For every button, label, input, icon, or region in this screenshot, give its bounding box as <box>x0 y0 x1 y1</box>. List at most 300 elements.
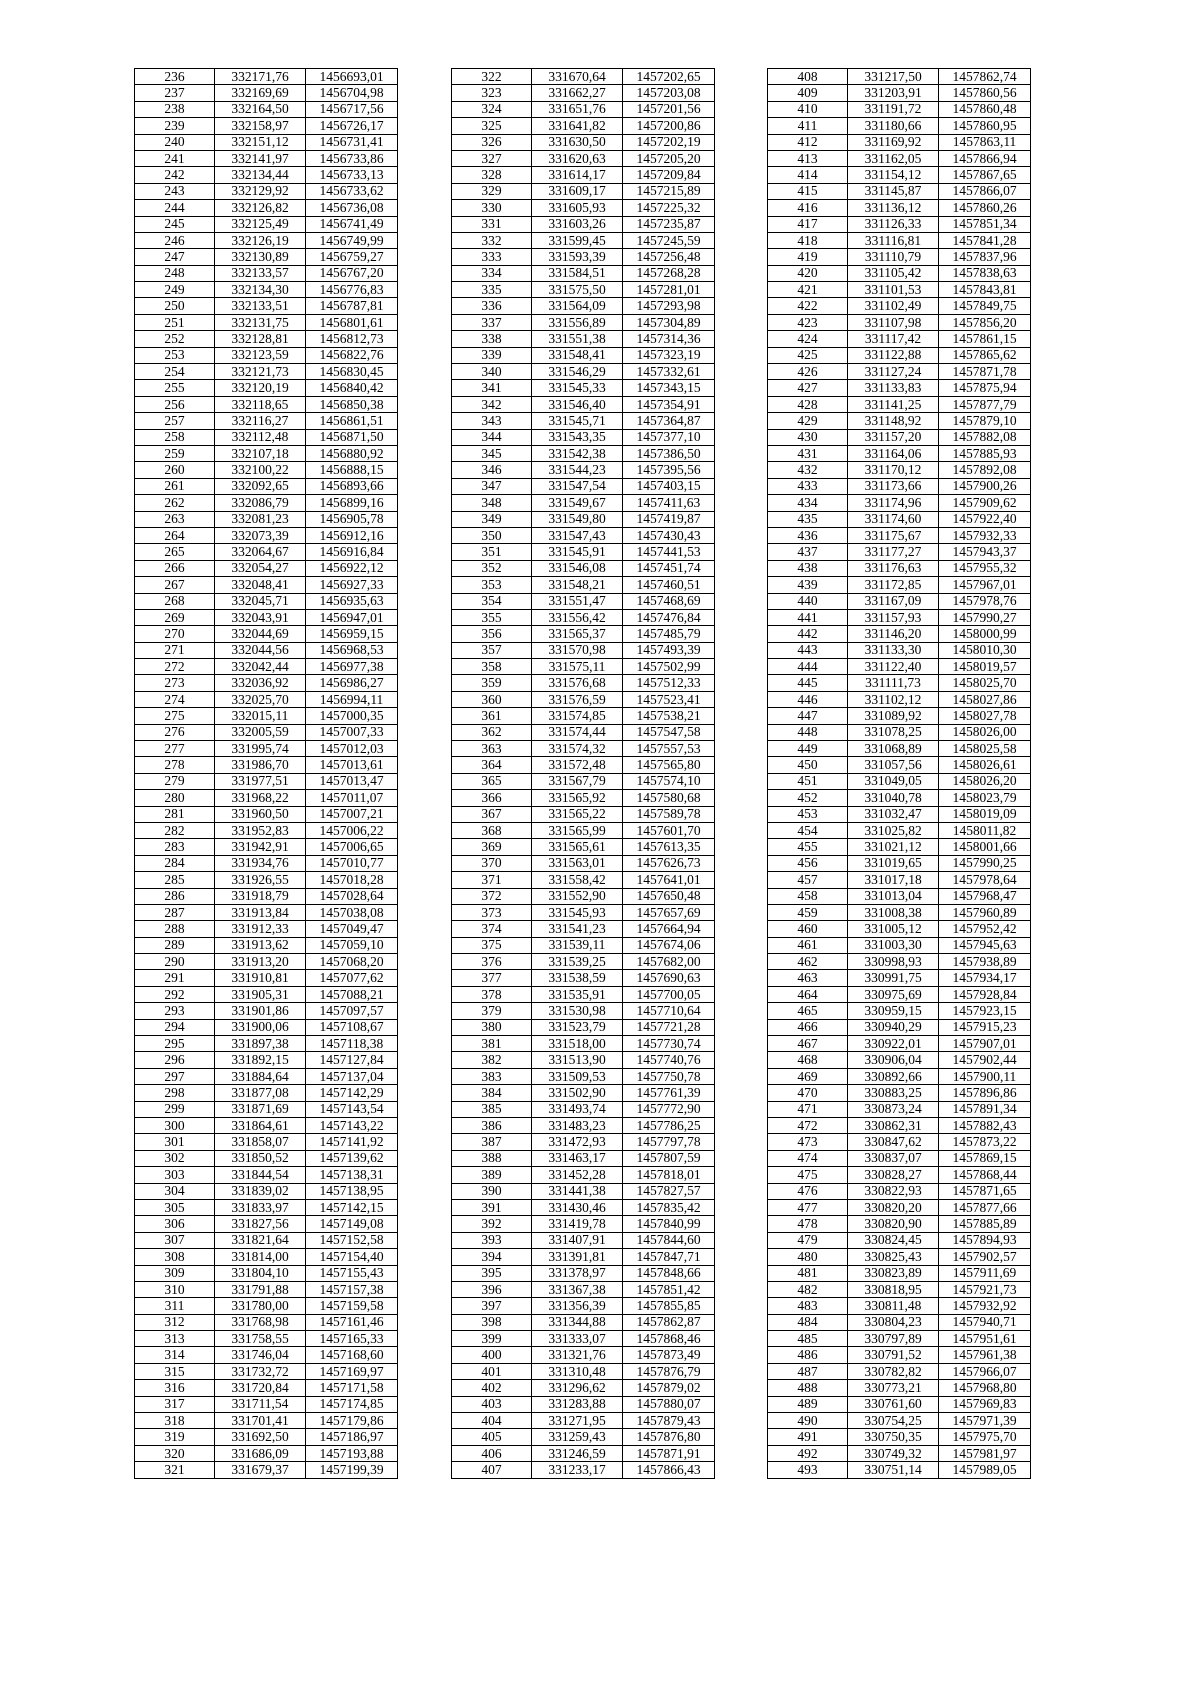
point-number-cell: 264 <box>135 527 215 543</box>
table-row <box>135 609 398 625</box>
x-coordinate-cell: 331546,08 <box>532 560 623 576</box>
table-row <box>768 839 1031 855</box>
point-number-cell: 360 <box>452 691 532 707</box>
table-row <box>452 1298 715 1314</box>
x-coordinate-cell: 331641,82 <box>532 118 623 134</box>
x-coordinate-cell: 331541,23 <box>532 921 623 937</box>
table-row <box>452 1003 715 1019</box>
y-coordinate-cell: 1457690,63 <box>623 970 715 986</box>
table-row <box>452 298 715 314</box>
x-coordinate-cell: 331864,61 <box>215 1118 306 1134</box>
table-row <box>135 1003 398 1019</box>
x-coordinate-cell: 331599,45 <box>532 232 623 248</box>
y-coordinate-cell: 1457010,77 <box>306 855 398 871</box>
y-coordinate-cell: 1457589,78 <box>623 806 715 822</box>
table-row <box>452 773 715 789</box>
y-coordinate-cell: 1457165,33 <box>306 1331 398 1347</box>
y-coordinate-cell: 1456717,56 <box>306 101 398 117</box>
x-coordinate-cell: 331539,11 <box>532 937 623 953</box>
point-number-cell: 324 <box>452 101 532 117</box>
y-coordinate-cell: 1457682,00 <box>623 954 715 970</box>
y-coordinate-cell: 1457879,10 <box>939 413 1031 429</box>
point-number-cell: 365 <box>452 773 532 789</box>
point-number-cell: 251 <box>135 314 215 330</box>
table-row <box>135 773 398 789</box>
table-row <box>452 1232 715 1248</box>
y-coordinate-cell: 1457049,47 <box>306 921 398 937</box>
table-row <box>135 1281 398 1297</box>
y-coordinate-cell: 1457460,51 <box>623 577 715 593</box>
y-coordinate-cell: 1457900,26 <box>939 478 1031 494</box>
point-number-cell: 413 <box>768 150 848 166</box>
table-row <box>452 1314 715 1330</box>
point-number-cell: 342 <box>452 396 532 412</box>
x-coordinate-cell: 332015,11 <box>215 708 306 724</box>
x-coordinate-cell: 330811,48 <box>848 1298 939 1314</box>
table-row <box>452 1462 715 1478</box>
point-number-cell: 260 <box>135 462 215 478</box>
x-coordinate-cell: 331174,96 <box>848 495 939 511</box>
table-row <box>452 1347 715 1363</box>
y-coordinate-cell: 1457882,08 <box>939 429 1031 445</box>
point-number-cell: 470 <box>768 1085 848 1101</box>
point-number-cell: 362 <box>452 724 532 740</box>
point-number-cell: 412 <box>768 134 848 150</box>
x-coordinate-cell: 331367,38 <box>532 1281 623 1297</box>
table-row <box>452 183 715 199</box>
y-coordinate-cell: 1457077,62 <box>306 970 398 986</box>
y-coordinate-cell: 1456840,42 <box>306 380 398 396</box>
x-coordinate-cell: 331952,83 <box>215 822 306 838</box>
table-row <box>452 691 715 707</box>
y-coordinate-cell: 1457547,58 <box>623 724 715 740</box>
point-number-cell: 476 <box>768 1183 848 1199</box>
table-row <box>452 347 715 363</box>
x-coordinate-cell: 332043,91 <box>215 609 306 625</box>
y-coordinate-cell: 1456812,73 <box>306 331 398 347</box>
y-coordinate-cell: 1457068,20 <box>306 954 398 970</box>
table-row <box>768 675 1031 691</box>
x-coordinate-cell: 331136,12 <box>848 200 939 216</box>
y-coordinate-cell: 1457007,33 <box>306 724 398 740</box>
x-coordinate-cell: 331548,41 <box>532 347 623 363</box>
x-coordinate-cell: 331049,05 <box>848 773 939 789</box>
x-coordinate-cell: 330782,82 <box>848 1363 939 1379</box>
point-number-cell: 259 <box>135 445 215 461</box>
table-row <box>452 1134 715 1150</box>
x-coordinate-cell: 331344,88 <box>532 1314 623 1330</box>
point-number-cell: 381 <box>452 1036 532 1052</box>
y-coordinate-cell: 1457038,08 <box>306 904 398 920</box>
y-coordinate-cell: 1457797,78 <box>623 1134 715 1150</box>
x-coordinate-cell: 331180,66 <box>848 118 939 134</box>
point-number-cell: 478 <box>768 1216 848 1232</box>
point-number-cell: 455 <box>768 839 848 855</box>
x-coordinate-cell: 332126,82 <box>215 200 306 216</box>
y-coordinate-cell: 1457006,65 <box>306 839 398 855</box>
y-coordinate-cell: 1457865,62 <box>939 347 1031 363</box>
point-number-cell: 485 <box>768 1331 848 1347</box>
point-number-cell: 332 <box>452 232 532 248</box>
x-coordinate-cell: 331333,07 <box>532 1331 623 1347</box>
table-row <box>452 904 715 920</box>
point-number-cell: 474 <box>768 1150 848 1166</box>
y-coordinate-cell: 1457902,57 <box>939 1249 1031 1265</box>
point-number-cell: 333 <box>452 249 532 265</box>
point-number-cell: 344 <box>452 429 532 445</box>
point-number-cell: 491 <box>768 1429 848 1445</box>
table-row <box>135 216 398 232</box>
point-number-cell: 382 <box>452 1052 532 1068</box>
table-row <box>768 1118 1031 1134</box>
x-coordinate-cell: 331918,79 <box>215 888 306 904</box>
point-number-cell: 363 <box>452 741 532 757</box>
table-row <box>768 495 1031 511</box>
table-row <box>135 626 398 642</box>
table-row <box>768 872 1031 888</box>
table-row <box>768 101 1031 117</box>
point-number-cell: 465 <box>768 1003 848 1019</box>
y-coordinate-cell: 1458026,20 <box>939 773 1031 789</box>
y-coordinate-cell: 1457873,49 <box>623 1347 715 1363</box>
x-coordinate-cell: 331019,65 <box>848 855 939 871</box>
x-coordinate-cell: 331102,49 <box>848 298 939 314</box>
x-coordinate-cell: 330773,21 <box>848 1380 939 1396</box>
y-coordinate-cell: 1457868,46 <box>623 1331 715 1347</box>
x-coordinate-cell: 331452,28 <box>532 1167 623 1183</box>
y-coordinate-cell: 1457193,88 <box>306 1445 398 1461</box>
x-coordinate-cell: 332121,73 <box>215 364 306 380</box>
point-number-cell: 275 <box>135 708 215 724</box>
x-coordinate-cell: 331110,79 <box>848 249 939 265</box>
point-number-cell: 354 <box>452 593 532 609</box>
table-row <box>452 872 715 888</box>
table-row <box>768 921 1031 937</box>
x-coordinate-cell: 331546,40 <box>532 396 623 412</box>
x-coordinate-cell: 331296,62 <box>532 1380 623 1396</box>
x-coordinate-cell: 331057,56 <box>848 757 939 773</box>
y-coordinate-cell: 1457138,31 <box>306 1167 398 1183</box>
x-coordinate-cell: 330797,89 <box>848 1331 939 1347</box>
x-coordinate-cell: 331720,84 <box>215 1380 306 1396</box>
x-coordinate-cell: 332125,49 <box>215 216 306 232</box>
table-row <box>452 1281 715 1297</box>
y-coordinate-cell: 1457209,84 <box>623 167 715 183</box>
x-coordinate-cell: 331101,53 <box>848 282 939 298</box>
table-row <box>452 1380 715 1396</box>
point-number-cell: 352 <box>452 560 532 576</box>
x-coordinate-cell: 331711,54 <box>215 1396 306 1412</box>
x-coordinate-cell: 331913,20 <box>215 954 306 970</box>
y-coordinate-cell: 1457657,69 <box>623 904 715 920</box>
point-number-cell: 268 <box>135 593 215 609</box>
y-coordinate-cell: 1456899,16 <box>306 495 398 511</box>
point-number-cell: 429 <box>768 413 848 429</box>
point-number-cell: 288 <box>135 921 215 937</box>
table-row <box>452 1068 715 1084</box>
point-number-cell: 409 <box>768 85 848 101</box>
y-coordinate-cell: 1457143,22 <box>306 1118 398 1134</box>
x-coordinate-cell: 331912,33 <box>215 921 306 937</box>
point-number-cell: 326 <box>452 134 532 150</box>
table-row <box>452 134 715 150</box>
table-row <box>135 872 398 888</box>
point-number-cell: 265 <box>135 544 215 560</box>
point-number-cell: 284 <box>135 855 215 871</box>
y-coordinate-cell: 1457866,43 <box>623 1462 715 1478</box>
point-number-cell: 256 <box>135 396 215 412</box>
y-coordinate-cell: 1457896,86 <box>939 1085 1031 1101</box>
table-row <box>135 1413 398 1429</box>
x-coordinate-cell: 331609,17 <box>532 183 623 199</box>
point-number-cell: 416 <box>768 200 848 216</box>
y-coordinate-cell: 1457664,94 <box>623 921 715 937</box>
table-row <box>452 1118 715 1134</box>
table-row <box>135 478 398 494</box>
point-number-cell: 432 <box>768 462 848 478</box>
y-coordinate-cell: 1457847,71 <box>623 1249 715 1265</box>
table-row <box>768 1396 1031 1412</box>
x-coordinate-cell: 331968,22 <box>215 790 306 806</box>
table-row <box>768 741 1031 757</box>
table-row <box>768 1380 1031 1396</box>
x-coordinate-cell: 331013,04 <box>848 888 939 904</box>
x-coordinate-cell: 331539,25 <box>532 954 623 970</box>
y-coordinate-cell: 1457118,38 <box>306 1036 398 1052</box>
x-coordinate-cell: 331858,07 <box>215 1134 306 1150</box>
table-row <box>768 134 1031 150</box>
point-number-cell: 473 <box>768 1134 848 1150</box>
x-coordinate-cell: 331574,44 <box>532 724 623 740</box>
table-row <box>452 626 715 642</box>
table-row <box>135 1347 398 1363</box>
y-coordinate-cell: 1457557,53 <box>623 741 715 757</box>
point-number-cell: 279 <box>135 773 215 789</box>
y-coordinate-cell: 1457127,84 <box>306 1052 398 1068</box>
x-coordinate-cell: 331780,00 <box>215 1298 306 1314</box>
table-row <box>135 888 398 904</box>
table-row <box>768 544 1031 560</box>
table-row <box>135 642 398 658</box>
point-number-cell: 331 <box>452 216 532 232</box>
table-row <box>452 642 715 658</box>
y-coordinate-cell: 1457876,80 <box>623 1429 715 1445</box>
point-number-cell: 239 <box>135 118 215 134</box>
y-coordinate-cell: 1456736,08 <box>306 200 398 216</box>
point-number-cell: 249 <box>135 282 215 298</box>
y-coordinate-cell: 1457835,42 <box>623 1199 715 1215</box>
table-row <box>135 659 398 675</box>
x-coordinate-cell: 331565,22 <box>532 806 623 822</box>
table-row <box>135 527 398 543</box>
point-number-cell: 405 <box>452 1429 532 1445</box>
x-coordinate-cell: 331556,42 <box>532 609 623 625</box>
y-coordinate-cell: 1457955,32 <box>939 560 1031 576</box>
table-row <box>135 85 398 101</box>
y-coordinate-cell: 1457877,79 <box>939 396 1031 412</box>
point-number-cell: 448 <box>768 724 848 740</box>
table-row <box>768 1429 1031 1445</box>
x-coordinate-cell: 331157,20 <box>848 429 939 445</box>
y-coordinate-cell: 1457989,05 <box>939 1462 1031 1478</box>
x-coordinate-cell: 330750,35 <box>848 1429 939 1445</box>
table-row <box>452 1265 715 1281</box>
x-coordinate-cell: 331102,12 <box>848 691 939 707</box>
x-coordinate-cell: 331551,47 <box>532 593 623 609</box>
table-row <box>452 1396 715 1412</box>
x-coordinate-cell: 331233,17 <box>532 1462 623 1478</box>
x-coordinate-cell: 331502,90 <box>532 1085 623 1101</box>
y-coordinate-cell: 1457786,25 <box>623 1118 715 1134</box>
table-row <box>135 708 398 724</box>
x-coordinate-cell: 330975,69 <box>848 986 939 1002</box>
x-coordinate-cell: 331543,35 <box>532 429 623 445</box>
point-number-cell: 330 <box>452 200 532 216</box>
point-number-cell: 263 <box>135 511 215 527</box>
y-coordinate-cell: 1456959,15 <box>306 626 398 642</box>
table-row <box>452 806 715 822</box>
y-coordinate-cell: 1457149,08 <box>306 1216 398 1232</box>
table-row <box>768 1445 1031 1461</box>
table-row <box>768 1183 1031 1199</box>
table-row <box>452 970 715 986</box>
x-coordinate-cell: 331111,73 <box>848 675 939 691</box>
y-coordinate-cell: 1457860,26 <box>939 200 1031 216</box>
x-coordinate-cell: 332116,27 <box>215 413 306 429</box>
y-coordinate-cell: 1456741,49 <box>306 216 398 232</box>
y-coordinate-cell: 1457951,61 <box>939 1331 1031 1347</box>
table-row <box>135 1036 398 1052</box>
x-coordinate-cell: 330991,75 <box>848 970 939 986</box>
table-row <box>452 1052 715 1068</box>
table-row <box>452 380 715 396</box>
point-number-cell: 316 <box>135 1380 215 1396</box>
y-coordinate-cell: 1456733,13 <box>306 167 398 183</box>
point-number-cell: 433 <box>768 478 848 494</box>
y-coordinate-cell: 1457952,42 <box>939 921 1031 937</box>
y-coordinate-cell: 1458010,30 <box>939 642 1031 658</box>
x-coordinate-cell: 331593,39 <box>532 249 623 265</box>
y-coordinate-cell: 1457574,10 <box>623 773 715 789</box>
table-row <box>135 855 398 871</box>
point-number-cell: 343 <box>452 413 532 429</box>
y-coordinate-cell: 1457013,47 <box>306 773 398 789</box>
point-number-cell: 376 <box>452 954 532 970</box>
x-coordinate-cell: 331169,92 <box>848 134 939 150</box>
x-coordinate-cell: 331901,86 <box>215 1003 306 1019</box>
x-coordinate-cell: 331157,93 <box>848 609 939 625</box>
point-number-cell: 267 <box>135 577 215 593</box>
y-coordinate-cell: 1457879,02 <box>623 1380 715 1396</box>
x-coordinate-cell: 331574,32 <box>532 741 623 757</box>
table-row <box>768 1068 1031 1084</box>
y-coordinate-cell: 1457875,94 <box>939 380 1031 396</box>
point-number-cell: 367 <box>452 806 532 822</box>
table-row <box>452 511 715 527</box>
x-coordinate-cell: 332164,50 <box>215 101 306 117</box>
point-number-cell: 248 <box>135 265 215 281</box>
x-coordinate-cell: 331986,70 <box>215 757 306 773</box>
point-number-cell: 314 <box>135 1347 215 1363</box>
x-coordinate-cell: 332134,44 <box>215 167 306 183</box>
table-row <box>768 790 1031 806</box>
table-row <box>452 724 715 740</box>
point-number-cell: 459 <box>768 904 848 920</box>
table-row <box>135 429 398 445</box>
y-coordinate-cell: 1457441,53 <box>623 544 715 560</box>
point-number-cell: 446 <box>768 691 848 707</box>
table-row <box>135 1199 398 1215</box>
x-coordinate-cell: 331170,12 <box>848 462 939 478</box>
y-coordinate-cell: 1458011,82 <box>939 822 1031 838</box>
point-number-cell: 290 <box>135 954 215 970</box>
x-coordinate-cell: 331523,79 <box>532 1019 623 1035</box>
y-coordinate-cell: 1457203,08 <box>623 85 715 101</box>
x-coordinate-cell: 331513,90 <box>532 1052 623 1068</box>
x-coordinate-cell: 332045,71 <box>215 593 306 609</box>
y-coordinate-cell: 1457565,80 <box>623 757 715 773</box>
point-number-cell: 424 <box>768 331 848 347</box>
table-row <box>768 331 1031 347</box>
y-coordinate-cell: 1456871,50 <box>306 429 398 445</box>
table-row <box>452 954 715 970</box>
table-row <box>768 609 1031 625</box>
y-coordinate-cell: 1457990,27 <box>939 609 1031 625</box>
point-number-cell: 466 <box>768 1019 848 1035</box>
table-row <box>452 1249 715 1265</box>
x-coordinate-cell: 331614,17 <box>532 167 623 183</box>
point-number-cell: 337 <box>452 314 532 330</box>
x-coordinate-cell: 330922,01 <box>848 1036 939 1052</box>
x-coordinate-cell: 330837,07 <box>848 1150 939 1166</box>
y-coordinate-cell: 1457097,57 <box>306 1003 398 1019</box>
table-row <box>135 314 398 330</box>
y-coordinate-cell: 1457108,67 <box>306 1019 398 1035</box>
y-coordinate-cell: 1457157,38 <box>306 1281 398 1297</box>
y-coordinate-cell: 1457159,58 <box>306 1298 398 1314</box>
x-coordinate-cell: 331463,17 <box>532 1150 623 1166</box>
table-row <box>768 757 1031 773</box>
y-coordinate-cell: 1457990,25 <box>939 855 1031 871</box>
x-coordinate-cell: 331105,42 <box>848 265 939 281</box>
y-coordinate-cell: 1457922,40 <box>939 511 1031 527</box>
y-coordinate-cell: 1457411,63 <box>623 495 715 511</box>
table-row <box>768 1003 1031 1019</box>
table-row <box>452 413 715 429</box>
x-coordinate-cell: 331574,85 <box>532 708 623 724</box>
x-coordinate-cell: 331900,06 <box>215 1019 306 1035</box>
point-number-cell: 254 <box>135 364 215 380</box>
point-number-cell: 391 <box>452 1199 532 1215</box>
y-coordinate-cell: 1457293,98 <box>623 298 715 314</box>
y-coordinate-cell: 1457866,94 <box>939 150 1031 166</box>
x-coordinate-cell: 331391,81 <box>532 1249 623 1265</box>
x-coordinate-cell: 331003,30 <box>848 937 939 953</box>
y-coordinate-cell: 1457485,79 <box>623 626 715 642</box>
table-row <box>135 593 398 609</box>
table-row <box>452 839 715 855</box>
point-number-cell: 406 <box>452 1445 532 1461</box>
table-row <box>135 1314 398 1330</box>
point-number-cell: 338 <box>452 331 532 347</box>
x-coordinate-cell: 330998,93 <box>848 954 939 970</box>
x-coordinate-cell: 332120,19 <box>215 380 306 396</box>
point-number-cell: 347 <box>452 478 532 494</box>
table-row <box>452 85 715 101</box>
point-number-cell: 359 <box>452 675 532 691</box>
y-coordinate-cell: 1456916,84 <box>306 544 398 560</box>
x-coordinate-cell: 331259,43 <box>532 1429 623 1445</box>
